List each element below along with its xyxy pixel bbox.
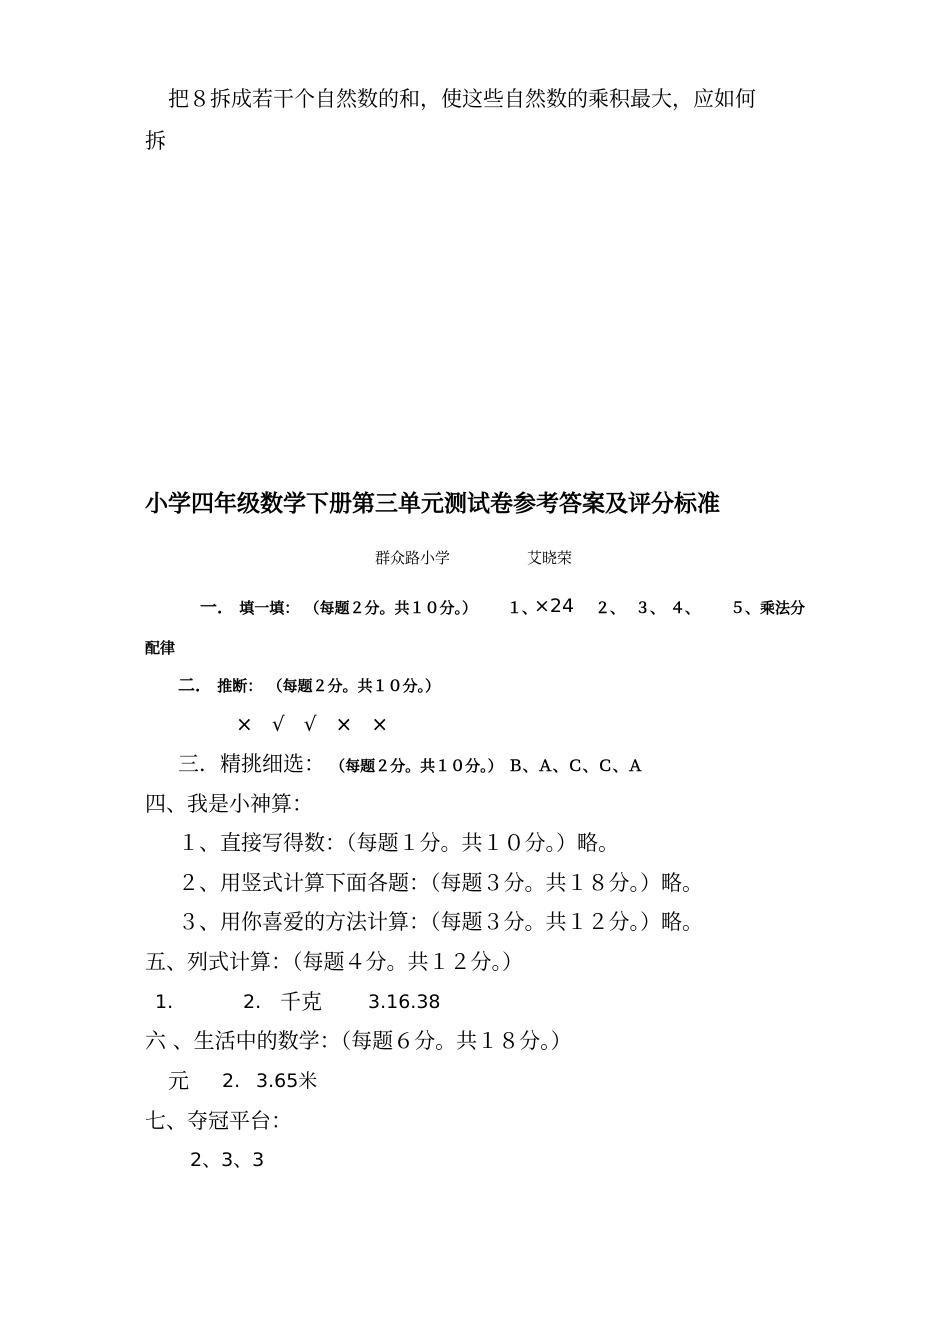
section-2-marks bbox=[236, 714, 402, 734]
section-3-line bbox=[178, 754, 643, 775]
section-1-line bbox=[200, 600, 477, 617]
section-1-answer-2: ２、 bbox=[595, 599, 626, 617]
section-6-label: 六 、生活中的数学：（每题６分。共１８分。） bbox=[145, 1029, 572, 1053]
problem-line-1: 把８拆成若干个自然数的和，使这些自然数的乘积最大，应如何 bbox=[168, 87, 756, 111]
section-5-answer-2-unit: 千克 bbox=[280, 990, 322, 1014]
section-1-answer-4: ４、 bbox=[670, 599, 701, 617]
problem-line-2: 拆 bbox=[145, 129, 166, 153]
section-1-number: 一． bbox=[200, 598, 234, 618]
section-2-line bbox=[178, 678, 440, 695]
mark-cross: × bbox=[371, 712, 389, 736]
section-3-scoring: （每题２分。共１０分。） bbox=[330, 757, 503, 775]
section-1-answer-3: ３、 bbox=[635, 599, 666, 617]
section-6-answer-3: 3.65米 bbox=[256, 1070, 318, 1092]
section-2-number: 二． bbox=[178, 676, 212, 696]
section-3-label: 三．精挑细选： bbox=[178, 752, 325, 776]
author-school: 群众路小学 bbox=[375, 549, 451, 567]
section-1-answer-5: ５、乘法分 bbox=[730, 599, 806, 617]
section-4-item-2: ２、用竖式计算下面各题：（每题３分。共１８分。）略。 bbox=[178, 871, 703, 895]
section-1-label: 填一填： bbox=[239, 599, 300, 617]
section-5-label: 五、列式计算：（每题４分。共１２分。） bbox=[145, 950, 523, 974]
section-7-answers: 2、3、3 bbox=[190, 1149, 265, 1171]
mark-check: √ bbox=[271, 712, 285, 736]
author-name: 艾晓荣 bbox=[527, 549, 573, 567]
section-1-continuation: 配律 bbox=[145, 639, 176, 657]
section-4-item-1: １、直接写得数：（每题１分。共１０分。）略。 bbox=[178, 831, 619, 855]
section-2-label: 推断： bbox=[217, 677, 263, 695]
mark-check: √ bbox=[303, 712, 317, 736]
answer-key-title: 小学四年级数学下册第三单元测试卷参考答案及评分标准 bbox=[145, 491, 720, 517]
section-5-answer-1: 1. bbox=[155, 991, 174, 1013]
section-5-answer-2: 2. bbox=[243, 991, 262, 1013]
section-1-answer-1: １、 bbox=[507, 599, 538, 617]
mark-cross: × bbox=[335, 712, 353, 736]
section-7-label: 七、夺冠平台： bbox=[145, 1109, 292, 1133]
section-6-answer-1: 元 bbox=[168, 1069, 189, 1093]
section-6-answer-2: 2. bbox=[222, 1070, 241, 1092]
section-1-scoring: （每题２分。共１０分。） bbox=[304, 599, 477, 617]
section-4-label: 四、我是小神算： bbox=[145, 792, 313, 816]
section-5-answer-3: 3.16.38 bbox=[368, 991, 441, 1013]
section-2-scoring: （每题２分。共１０分。） bbox=[267, 677, 440, 695]
section-4-item-3: ３、用你喜爱的方法计算：（每题３分。共１２分。）略。 bbox=[178, 910, 703, 934]
mark-cross: × bbox=[236, 712, 253, 736]
section-1-times-24: ×24 bbox=[534, 595, 575, 617]
section-3-answers: Ｂ、Ａ、Ｃ、Ｃ、Ａ bbox=[507, 757, 643, 775]
